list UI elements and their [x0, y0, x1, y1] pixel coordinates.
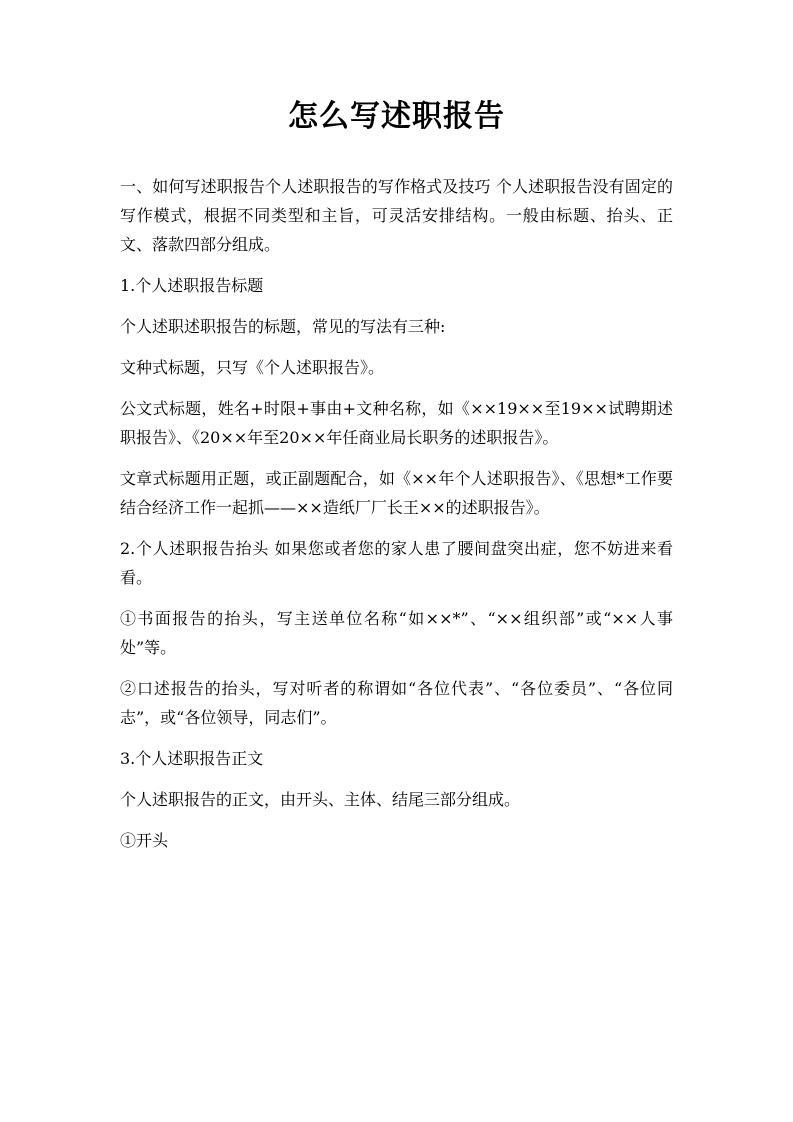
paragraph-intro: 一、如何写述职报告个人述职报告的写作格式及技巧 个人述职报告没有固定的写作模式，根据不同类型和主旨，可灵活安排结构。一般由标题、抬头、正文、落款四部分组成。	[120, 177, 673, 254]
paragraph-body-structure: 个人述职报告的正文，由开头、主体、结尾三部分组成。	[120, 790, 521, 809]
section-heading-header: 2.个人述职报告抬头 如果您或者您的家人患了腰间盘突出症，您不妨进来看看。	[120, 539, 673, 587]
section-heading-title: 1.个人述职报告标题	[120, 276, 264, 295]
document-body	[120, 172, 673, 867]
paragraph-opening: ①开头	[120, 831, 169, 850]
paragraph-genre-title: 文种式标题，只写《个人述职报告》。	[120, 358, 385, 377]
paragraph-official-title: 公文式标题，姓名+时限+事由+文种名称，如《××19××至19××试聘期述职报告》、《20××年至20××年任商业局长职务的述职报告》。	[120, 399, 673, 447]
document-title: 怎么写述职报告	[288, 99, 505, 134]
paragraph-written-header: ①书面报告的抬头，写主送单位名称“如××*”、“××组织部”或“××人事处”等。	[120, 609, 673, 657]
section-heading-body: 3.个人述职报告正文	[120, 749, 264, 768]
paragraph-oral-header: ②口述报告的抬头，写对听者的称谓如“各位代表”、“各位委员”、“各位同志”，或“各位领导，同志们”。	[120, 679, 673, 727]
paragraph-title-types: 个人述职述职报告的标题，常见的写法有三种:	[120, 317, 446, 336]
paragraph-article-title: 文章式标题用正题，或正副题配合，如《××年个人述职报告》、《思想*工作要结合经济工作一起抓——××造纸厂厂长王××的述职报告》。	[120, 469, 673, 517]
